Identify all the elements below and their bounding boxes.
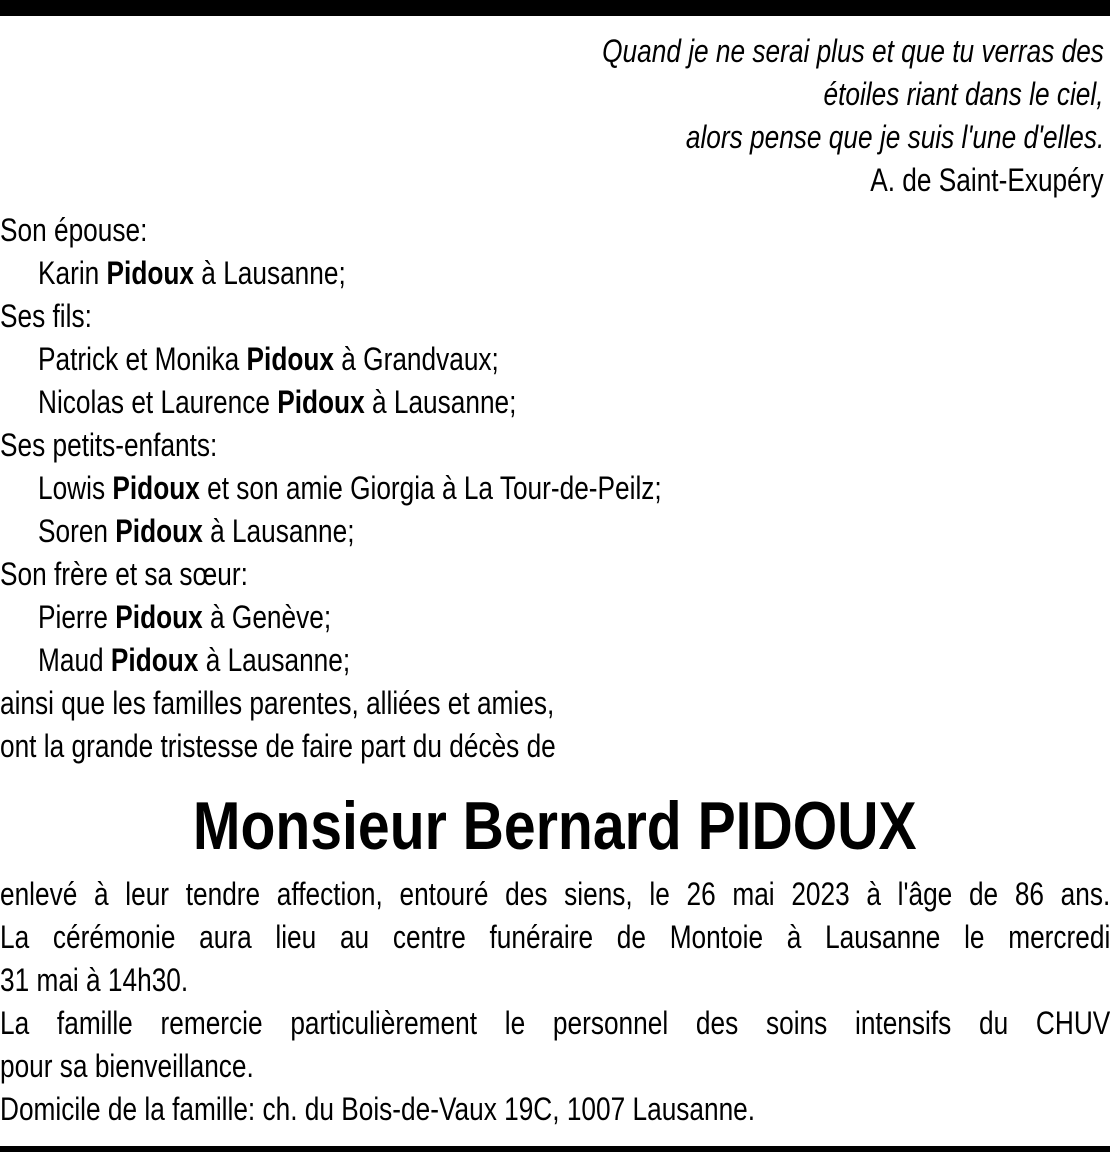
thanks-line: La famille remercie particulièrement le personnel des soins intensifs du CHUV	[0, 1005, 1110, 1041]
family-member: Patrick et Monika Pidoux à Grandvaux;	[38, 341, 499, 377]
family-member: Pierre Pidoux à Genève;	[38, 599, 332, 635]
ceremony-line: 31 mai à 14h30.	[0, 962, 189, 998]
siblings-heading: Son frère et sa sœur:	[0, 556, 248, 592]
quote-author: A. de Saint-Exupéry	[870, 162, 1104, 198]
family-member: Nicolas et Laurence Pidoux à Lausanne;	[38, 384, 517, 420]
family-member: Karin Pidoux à Lausanne;	[38, 255, 346, 291]
quote-line: alors pense que je suis l'une d'elles.	[685, 119, 1104, 155]
detail-line: enlevé à leur tendre affection, entouré des siens, le 26 mai 2023 à l'âge de 86 ans.	[0, 876, 1110, 912]
closing-line: ont la grande tristesse de faire part du décès de	[0, 728, 556, 764]
notice-details	[0, 873, 1110, 1131]
family-member: Soren Pidoux à Lausanne;	[38, 513, 355, 549]
address-line: Domicile de la famille: ch. du Bois-de-Vaux 19C, 1007 Lausanne.	[0, 1091, 756, 1127]
spouse-heading: Son épouse:	[0, 212, 148, 248]
family-member: Lowis Pidoux et son amie Giorgia à La Tour-de-Peilz;	[38, 470, 662, 506]
quote-line: Quand je ne serai plus et que tu verras des	[602, 33, 1104, 69]
family-list	[0, 209, 1000, 768]
epigraph-quote	[104, 30, 1104, 202]
family-member: Maud Pidoux à Lausanne;	[38, 642, 351, 678]
sons-heading: Ses fils:	[0, 298, 92, 334]
ceremony-line: La cérémonie aura lieu au centre funéraire de Montoie à Lausanne le mercredi	[0, 919, 1110, 955]
bottom-border-rule	[0, 1146, 1110, 1152]
closing-line: ainsi que les familles parentes, alliées et amies,	[0, 685, 555, 721]
grandchildren-heading: Ses petits-enfants:	[0, 427, 218, 463]
thanks-line: pour sa bienveillance.	[0, 1048, 254, 1084]
deceased-name: Monsieur Bernard PIDOUX	[193, 788, 917, 864]
quote-line: étoiles riant dans le ciel,	[823, 76, 1104, 112]
